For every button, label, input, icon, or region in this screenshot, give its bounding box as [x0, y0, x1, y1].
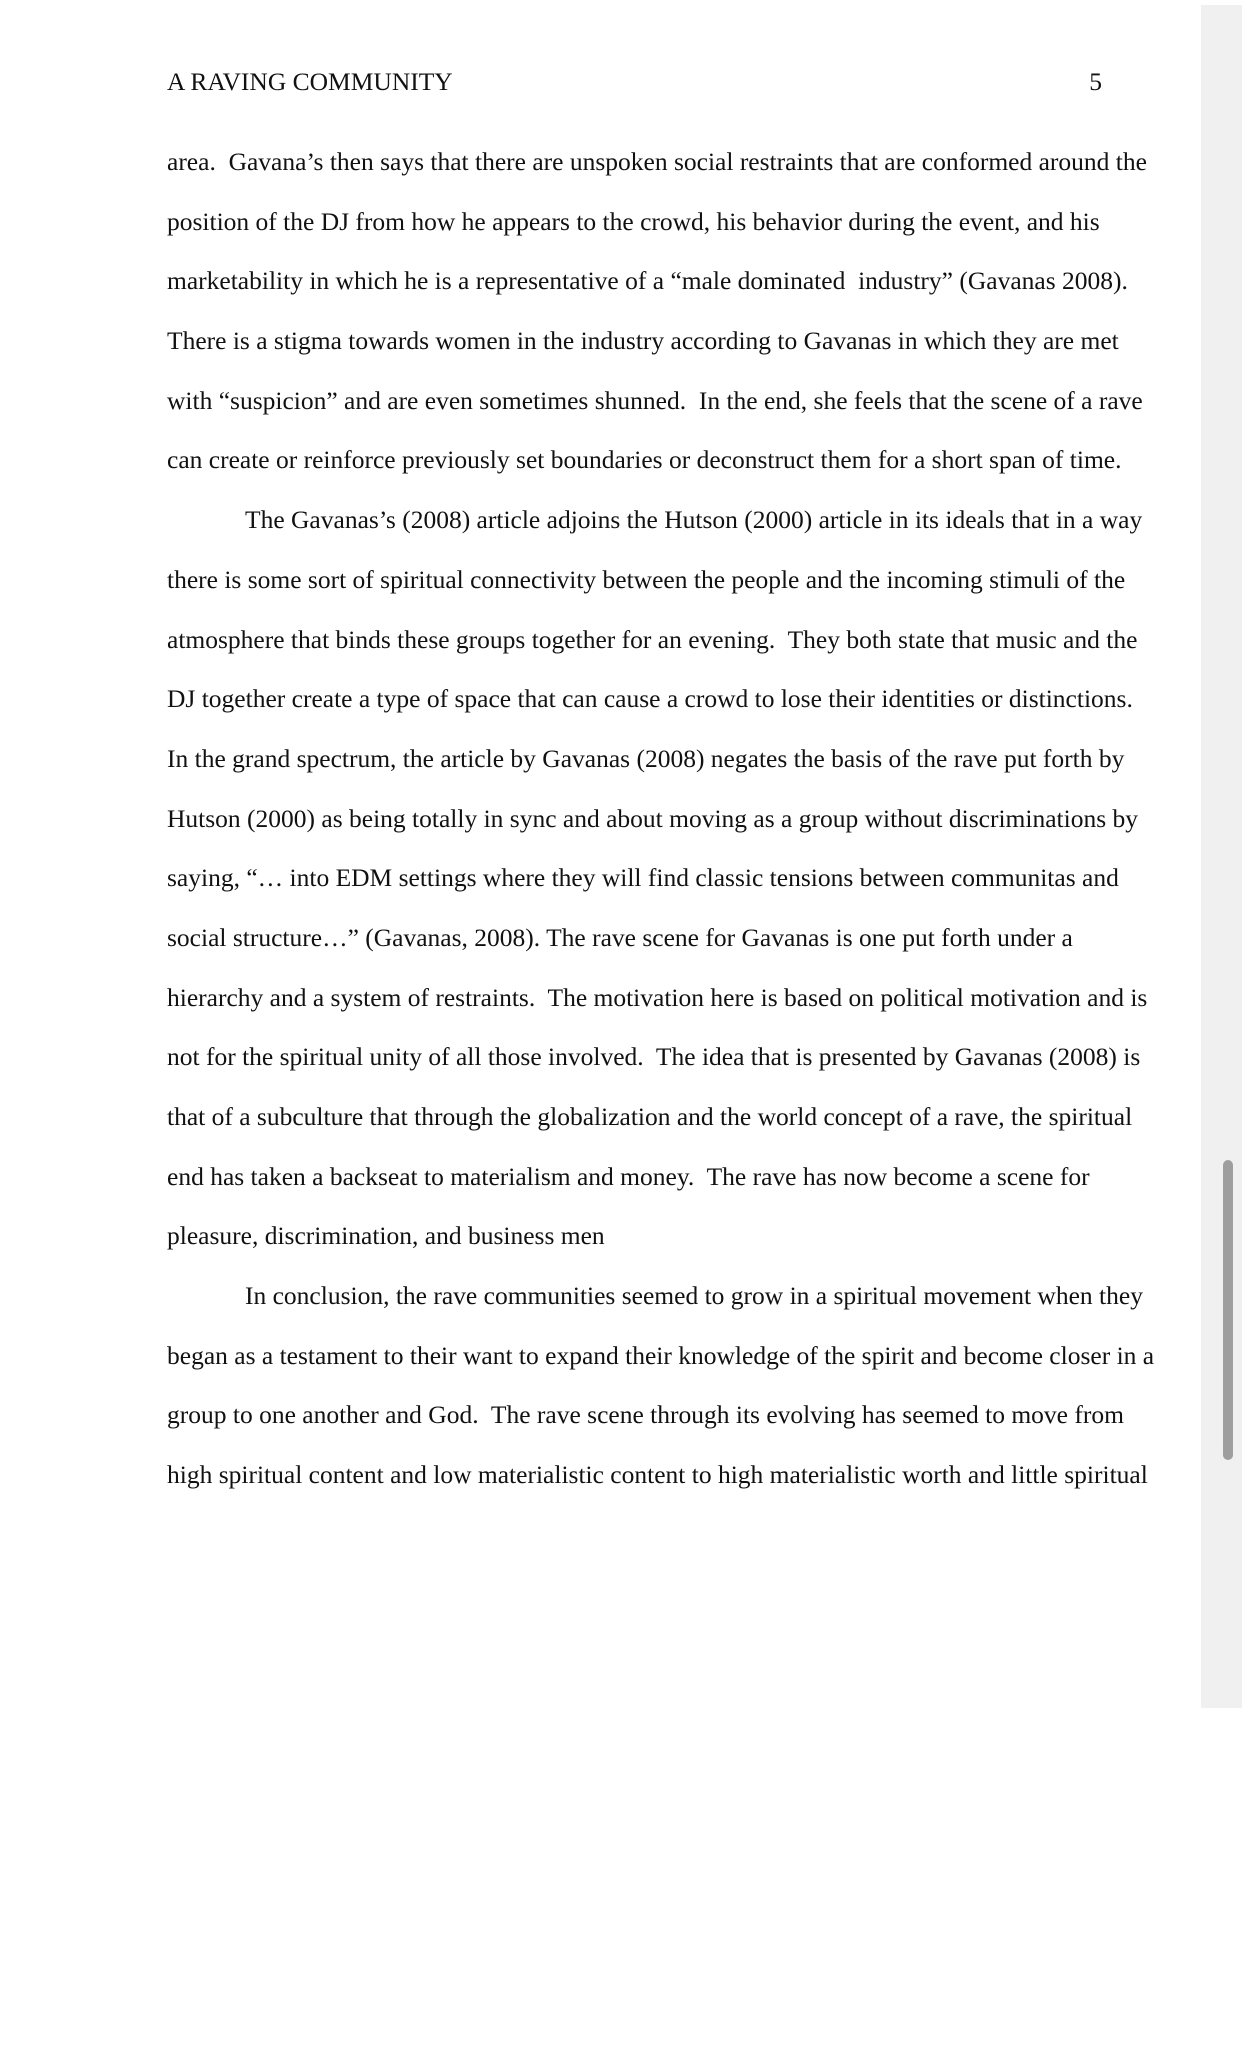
text-line: hierarchy and a system of restraints. The motivation here is based on political motivation and is: [167, 982, 1148, 1012]
running-head: A RAVING COMMUNITY: [167, 67, 453, 96]
text-line: that of a subculture that through the globalization and the world concept of a rave, the spiritual: [167, 1102, 1133, 1131]
document-body: [167, 145, 1177, 1518]
text-line: social structure…” (Gavanas, 2008). The rave scene for Gavanas is one put forth under a: [167, 922, 1073, 952]
text-line: group to one another and God. The rave scene through its evolving has seemed to move from: [167, 1400, 1124, 1430]
text-line: Hutson (2000) as being totally in sync and about moving as a group without discriminations by: [167, 803, 1139, 833]
text-line: area. Gavana’s then says that there are unspoken social restraints that are conformed around the: [167, 147, 1147, 176]
page-number: 5: [1089, 67, 1102, 96]
text-line: began as a testament to their want to expand their knowledge of the spirit and become closer in a: [167, 1340, 1155, 1370]
text-line: DJ together create a type of space that can cause a crowd to lose their identities or distinctions.: [167, 684, 1133, 714]
text-line: high spiritual content and low materialistic content to high materialistic worth and little spiritual: [167, 1460, 1148, 1490]
text-line: can create or reinforce previously set boundaries or deconstruct them for a short span of time.: [167, 445, 1122, 475]
text-line: In the grand spectrum, the article by Gavanas (2008) negates the basis of the rave put forth by: [167, 743, 1125, 773]
scroll-track[interactable]: [1201, 5, 1242, 1708]
page-header: [167, 66, 1102, 98]
paragraph-first-line: The Gavanas’s (2008) article adjoins the Hutson (2000) article in its ideals that in a way: [245, 505, 1143, 535]
text-line: position of the DJ from how he appears to the crowd, his behavior during the event, and his: [167, 206, 1100, 236]
text-line: not for the spiritual unity of all those involved. The idea that is presented by Gavanas (2008) is: [167, 1042, 1141, 1072]
scrollbar-thumb[interactable]: [1223, 1160, 1233, 1460]
text-line: marketability in which he is a representative of a “male dominated industry” (Gavanas 2008).: [167, 266, 1128, 296]
text-line: pleasure, discrimination, and business men: [167, 1221, 605, 1251]
text-line: with “suspicion” and are even sometimes shunned. In the end, she feels that the scene of a rave: [167, 385, 1143, 415]
text-line: atmosphere that binds these groups together for an evening. They both state that music and the: [167, 624, 1138, 654]
paragraph-first-line: In conclusion, the rave communities seemed to grow in a spiritual movement when they: [245, 1281, 1143, 1311]
text-line: There is a stigma towards women in the industry according to Gavanas in which they are met: [167, 326, 1119, 356]
text-line: saying, “… into EDM settings where they will find classic tensions between communitas and: [167, 863, 1119, 893]
text-line: there is some sort of spiritual connectivity between the people and the incoming stimuli of the: [167, 564, 1126, 594]
text-line: end has taken a backseat to materialism and money. The rave has now become a scene for: [167, 1161, 1090, 1191]
